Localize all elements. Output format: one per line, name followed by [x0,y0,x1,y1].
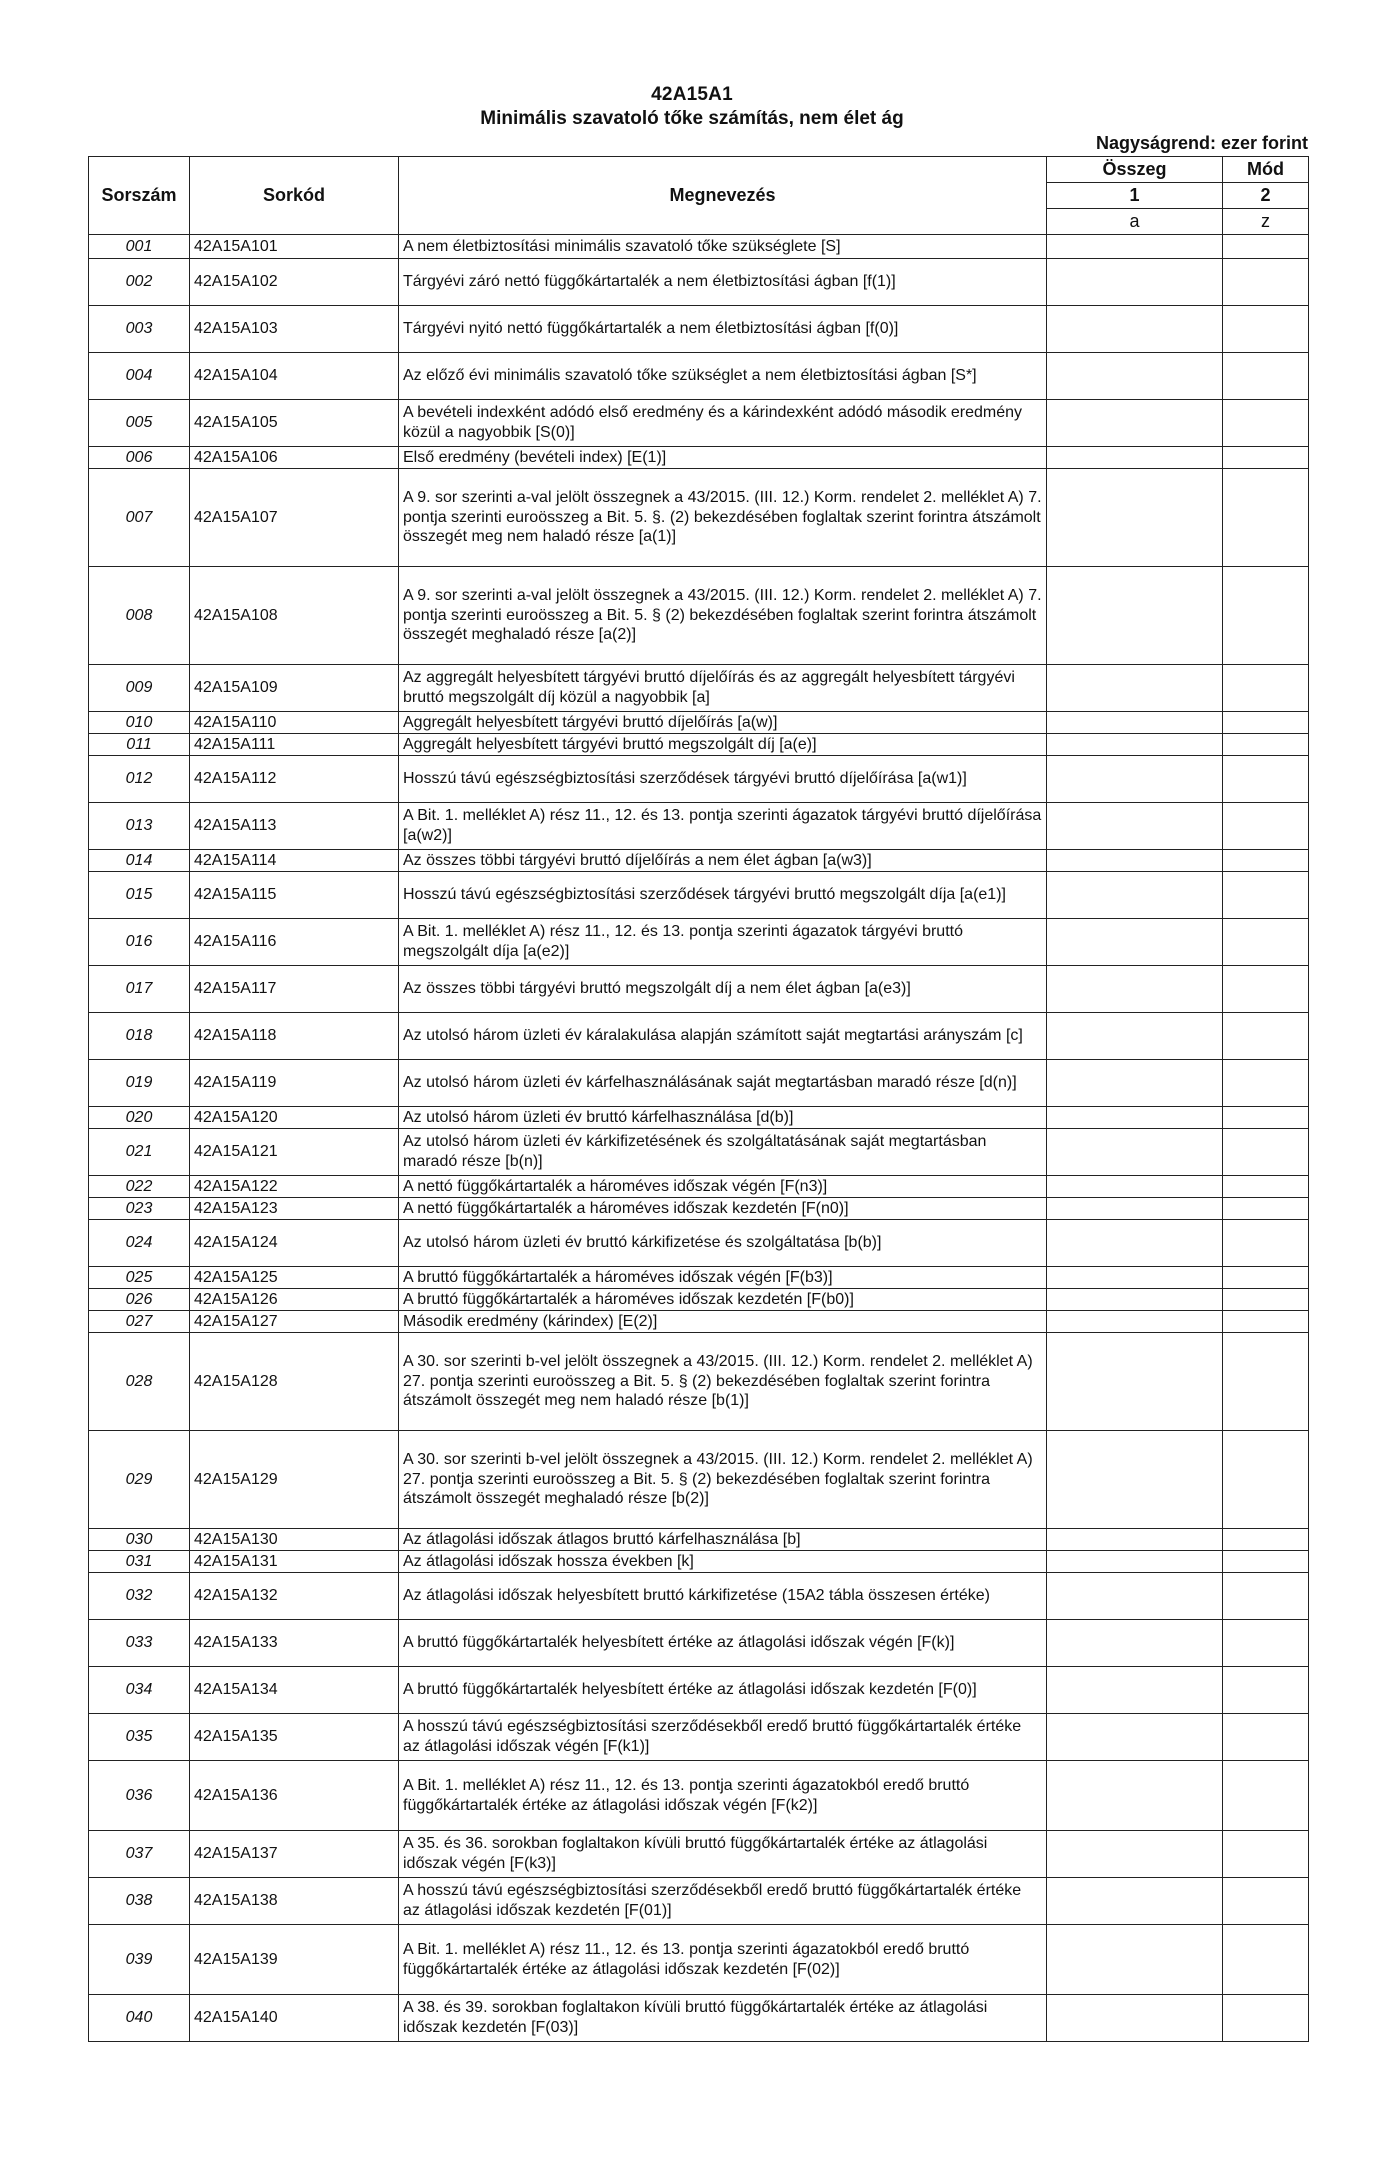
amount-cell[interactable] [1047,1267,1223,1289]
table-row [89,259,1309,306]
row-description: A bruttó függőkártartalék a hároméves időszak kezdetén [F(b0)] [399,1289,1047,1311]
row-code: 42A15A130 [190,1529,399,1551]
amount-cell[interactable] [1047,1289,1223,1311]
amount-cell[interactable] [1047,469,1223,567]
mode-cell[interactable] [1223,919,1309,966]
amount-cell[interactable] [1047,665,1223,712]
row-number: 008 [89,567,190,665]
row-number: 020 [89,1107,190,1129]
row-description: A 38. és 39. sorokban foglaltakon kívüli bruttó függőkártartalék értéke az átlagolási időszak kezdetén [F(03)] [399,1995,1047,2042]
table-row [89,665,1309,712]
amount-cell[interactable] [1047,872,1223,919]
row-code: 42A15A114 [190,850,399,872]
amount-cell[interactable] [1047,1176,1223,1198]
mode-cell[interactable] [1223,1198,1309,1220]
row-description: Az összes többi tárgyévi bruttó díjelőírás a nem élet ágban [a(w3)] [399,850,1047,872]
amount-cell[interactable] [1047,567,1223,665]
amount-cell[interactable] [1047,1431,1223,1529]
row-description: A bevételi indexként adódó első eredmény és a kárindexként adódó második eredmény közül a nagyobbik [S(0)] [399,400,1047,447]
table-row [89,1333,1309,1431]
magnitude-note: Nagyságrend: ezer forint [1095,133,1308,153]
table-row [89,1198,1309,1220]
table-row [89,469,1309,567]
mode-cell[interactable] [1223,1925,1309,1995]
row-number: 031 [89,1551,190,1573]
amount-cell[interactable] [1047,1333,1223,1431]
row-description: Tárgyévi záró nettó függőkártartalék a nem életbiztosítási ágban [f(1)] [399,259,1047,306]
row-code: 42A15A120 [190,1107,399,1129]
row-code: 42A15A101 [190,235,399,259]
row-description: Első eredmény (bevételi index) [E(1)] [399,447,1047,469]
table-row [89,1267,1309,1289]
amount-cell[interactable] [1047,1761,1223,1831]
row-code: 42A15A139 [190,1925,399,1995]
row-code: 42A15A124 [190,1220,399,1267]
row-description: Az előző évi minimális szavatoló tőke szükséglet a nem életbiztosítási ágban [S*] [399,353,1047,400]
row-number: 024 [89,1220,190,1267]
mode-cell[interactable] [1223,1995,1309,2042]
amount-cell[interactable] [1047,1925,1223,1995]
page-title: Minimális szavatoló tőke számítás, nem élet ág [480,108,904,129]
row-number: 004 [89,353,190,400]
table-row [89,1431,1309,1529]
table-row [89,1995,1309,2042]
header-mod: Mód [1223,157,1309,183]
header-sorkod: Sorkód [190,157,399,235]
table-row [89,1129,1309,1176]
mode-cell[interactable] [1223,1714,1309,1761]
row-code: 42A15A127 [190,1311,399,1333]
mode-cell[interactable] [1223,712,1309,734]
amount-cell[interactable] [1047,1220,1223,1267]
row-description: A 30. sor szerinti b-vel jelölt összegnek a 43/2015. (III. 12.) Korm. rendelet 2. melléklet A) 27. pontja szerinti euroösszeg a Bit. 5. § (2) bekezdésében foglaltak szerint forintra átszámolt összegét meghaladó része [b(2)] [399,1431,1047,1529]
row-description: A Bit. 1. melléklet A) rész 11., 12. és 13. pontja szerinti ágazatok tárgyévi bruttó megszolgált díja [a(e2)] [399,919,1047,966]
row-description: Az átlagolási időszak helyesbített bruttó kárkifizetése (15A2 tábla összesen értéke) [399,1573,1047,1620]
amount-cell[interactable] [1047,400,1223,447]
mode-cell[interactable] [1223,306,1309,353]
table-row [89,1831,1309,1878]
amount-cell[interactable] [1047,447,1223,469]
amount-cell[interactable] [1047,1878,1223,1925]
header-megnevezes: Megnevezés [399,157,1047,235]
row-code: 42A15A108 [190,567,399,665]
row-number: 012 [89,756,190,803]
table-row [89,803,1309,850]
mode-cell[interactable] [1223,1573,1309,1620]
row-number: 028 [89,1333,190,1431]
table-row [89,353,1309,400]
row-number: 030 [89,1529,190,1551]
amount-cell[interactable] [1047,803,1223,850]
table-row [89,1311,1309,1333]
row-code: 42A15A135 [190,1714,399,1761]
row-number: 013 [89,803,190,850]
table-row [89,1878,1309,1925]
row-description: A nem életbiztosítási minimális szavatoló tőke szükséglete [S] [399,235,1047,259]
row-code: 42A15A126 [190,1289,399,1311]
header-sorszam: Sorszám [89,157,190,235]
amount-cell[interactable] [1047,966,1223,1013]
amount-cell[interactable] [1047,850,1223,872]
row-number: 002 [89,259,190,306]
amount-cell[interactable] [1047,1129,1223,1176]
table-row [89,1529,1309,1551]
amount-cell[interactable] [1047,1831,1223,1878]
mode-cell[interactable] [1223,1289,1309,1311]
row-description: A 9. sor szerinti a-val jelölt összegnek a 43/2015. (III. 12.) Korm. rendelet 2. melléklet A) 7. pontja szerinti euroösszeg a Bit. 5. §. (2) bekezdésében foglaltak szerint forintra átszámolt összegét meg nem haladó része [a(1)] [399,469,1047,567]
table-row [89,235,1309,259]
row-number: 023 [89,1198,190,1220]
header-osszeg: Összeg [1047,157,1223,183]
table-row [89,734,1309,756]
row-number: 005 [89,400,190,447]
table-row [89,1714,1309,1761]
row-description: Az összes többi tárgyévi bruttó megszolgált díj a nem élet ágban [a(e3)] [399,966,1047,1013]
mode-cell[interactable] [1223,734,1309,756]
mode-cell[interactable] [1223,259,1309,306]
row-number: 019 [89,1060,190,1107]
row-number: 007 [89,469,190,567]
table-row [89,966,1309,1013]
mode-cell[interactable] [1223,567,1309,665]
amount-cell[interactable] [1047,1573,1223,1620]
row-description: Az utolsó három üzleti év kárkifizetésének és szolgáltatásának saját megtartásban maradó része [b(n)] [399,1129,1047,1176]
row-code: 42A15A117 [190,966,399,1013]
row-code: 42A15A134 [190,1667,399,1714]
row-code: 42A15A128 [190,1333,399,1431]
table-row [89,1667,1309,1714]
amount-cell[interactable] [1047,1529,1223,1551]
amount-cell[interactable] [1047,1620,1223,1667]
row-description: A bruttó függőkártartalék a hároméves időszak végén [F(b3)] [399,1267,1047,1289]
table-row [89,567,1309,665]
amount-cell[interactable] [1047,712,1223,734]
table-row [89,756,1309,803]
mode-cell[interactable] [1223,1129,1309,1176]
header-osszeg-number: 1 [1047,183,1223,209]
mode-cell[interactable] [1223,1311,1309,1333]
row-description: A nettó függőkártartalék a hároméves időszak kezdetén [F(n0)] [399,1198,1047,1220]
mode-cell[interactable] [1223,1333,1309,1431]
row-number: 022 [89,1176,190,1198]
row-code: 42A15A102 [190,259,399,306]
row-code: 42A15A138 [190,1878,399,1925]
row-number: 040 [89,1995,190,2042]
mode-cell[interactable] [1223,756,1309,803]
row-number: 033 [89,1620,190,1667]
amount-cell[interactable] [1047,1551,1223,1573]
amount-cell[interactable] [1047,1060,1223,1107]
amount-cell[interactable] [1047,734,1223,756]
amount-cell[interactable] [1047,1667,1223,1714]
mode-cell[interactable] [1223,1551,1309,1573]
table-row [89,1925,1309,1995]
row-description: Aggregált helyesbített tárgyévi bruttó megszolgált díj [a(e)] [399,734,1047,756]
mode-cell[interactable] [1223,1220,1309,1267]
row-description: Második eredmény (kárindex) [E(2)] [399,1311,1047,1333]
amount-cell[interactable] [1047,1714,1223,1761]
row-description: Az átlagolási időszak hossza években [k] [399,1551,1047,1573]
table-row [89,712,1309,734]
row-code: 42A15A131 [190,1551,399,1573]
header-mod-letter: z [1223,209,1309,235]
row-code: 42A15A133 [190,1620,399,1667]
table-row [89,850,1309,872]
row-code: 42A15A105 [190,400,399,447]
row-code: 42A15A123 [190,1198,399,1220]
row-number: 014 [89,850,190,872]
row-description: A Bit. 1. melléklet A) rész 11., 12. és 13. pontja szerinti ágazatok tárgyévi bruttó díjelőírása [a(w2)] [399,803,1047,850]
mode-cell[interactable] [1223,1878,1309,1925]
row-code: 42A15A122 [190,1176,399,1198]
row-description: A Bit. 1. melléklet A) rész 11., 12. és 13. pontja szerinti ágazatokból eredő bruttó függőkártartalék értéke az átlagolási időszak végén [F(k2)] [399,1761,1047,1831]
mode-cell[interactable] [1223,850,1309,872]
mode-cell[interactable] [1223,400,1309,447]
row-code: 42A15A129 [190,1431,399,1529]
mode-cell[interactable] [1223,1107,1309,1129]
mode-cell[interactable] [1223,665,1309,712]
row-code: 42A15A106 [190,447,399,469]
row-description: Hosszú távú egészségbiztosítási szerződések tárgyévi bruttó díjelőírása [a(w1)] [399,756,1047,803]
mode-cell[interactable] [1223,353,1309,400]
mode-cell[interactable] [1223,872,1309,919]
mode-cell[interactable] [1223,1060,1309,1107]
table-row [89,1573,1309,1620]
row-code: 42A15A110 [190,712,399,734]
amount-cell[interactable] [1047,919,1223,966]
row-number: 037 [89,1831,190,1878]
row-code: 42A15A119 [190,1060,399,1107]
row-number: 027 [89,1311,190,1333]
mode-cell[interactable] [1223,1176,1309,1198]
row-number: 009 [89,665,190,712]
row-number: 001 [89,235,190,259]
row-description: Az utolsó három üzleti év bruttó kárfelhasználása [d(b)] [399,1107,1047,1129]
table-code: 42A15A1 [651,84,733,105]
amount-cell[interactable] [1047,1013,1223,1060]
row-code: 42A15A125 [190,1267,399,1289]
row-code: 42A15A140 [190,1995,399,2042]
row-description: A hosszú távú egészségbiztosítási szerződésekből eredő bruttó függőkártartalék értéke az átlagolási időszak végén [F(k1)] [399,1714,1047,1761]
mode-cell[interactable] [1223,235,1309,259]
header-osszeg-letter: a [1047,209,1223,235]
table-row [89,1620,1309,1667]
table-row [89,400,1309,447]
table-body [89,235,1309,2042]
table-row [89,1551,1309,1573]
table-row [89,1220,1309,1267]
mode-cell[interactable] [1223,447,1309,469]
row-number: 010 [89,712,190,734]
mode-cell[interactable] [1223,469,1309,567]
row-code: 42A15A103 [190,306,399,353]
row-number: 025 [89,1267,190,1289]
row-description: A hosszú távú egészségbiztosítási szerződésekből eredő bruttó függőkártartalék értéke az átlagolási időszak kezdetén [F(01)] [399,1878,1047,1925]
row-code: 42A15A136 [190,1761,399,1831]
mode-cell[interactable] [1223,1667,1309,1714]
amount-cell[interactable] [1047,306,1223,353]
mode-cell[interactable] [1223,803,1309,850]
row-number: 034 [89,1667,190,1714]
row-code: 42A15A111 [190,734,399,756]
amount-cell[interactable] [1047,756,1223,803]
row-number: 029 [89,1431,190,1529]
mode-cell[interactable] [1223,966,1309,1013]
row-number: 035 [89,1714,190,1761]
row-number: 026 [89,1289,190,1311]
amount-cell[interactable] [1047,1995,1223,2042]
data-table [88,156,1309,2042]
table-row [89,1060,1309,1107]
table-row [89,872,1309,919]
row-code: 42A15A121 [190,1129,399,1176]
row-code: 42A15A115 [190,872,399,919]
row-number: 006 [89,447,190,469]
row-code: 42A15A113 [190,803,399,850]
row-number: 036 [89,1761,190,1831]
mode-cell[interactable] [1223,1761,1309,1831]
header-mod-number: 2 [1223,183,1309,209]
row-description: A Bit. 1. melléklet A) rész 11., 12. és 13. pontja szerinti ágazatokból eredő bruttó függőkártartalék értéke az átlagolási időszak kezdetén [F(02)] [399,1925,1047,1995]
row-code: 42A15A118 [190,1013,399,1060]
mode-cell[interactable] [1223,1431,1309,1529]
row-code: 42A15A109 [190,665,399,712]
row-description: Aggregált helyesbített tárgyévi bruttó díjelőírás [a(w)] [399,712,1047,734]
row-number: 021 [89,1129,190,1176]
row-description: Az aggregált helyesbített tárgyévi bruttó díjelőírás és az aggregált helyesbített tárgyévi bruttó megszolgált díj közül a nagyobbik [a] [399,665,1047,712]
mode-cell[interactable] [1223,1831,1309,1878]
row-code: 42A15A107 [190,469,399,567]
row-code: 42A15A112 [190,756,399,803]
amount-cell[interactable] [1047,1311,1223,1333]
row-description: Az utolsó három üzleti év káralakulása alapján számított saját megtartási arányszám [c] [399,1013,1047,1060]
row-code: 42A15A116 [190,919,399,966]
table-row [89,306,1309,353]
row-number: 039 [89,1925,190,1995]
row-description: A 30. sor szerinti b-vel jelölt összegnek a 43/2015. (III. 12.) Korm. rendelet 2. melléklet A) 27. pontja szerinti euroösszeg a Bit. 5. § (2) bekezdésében foglaltak szerint forintra átszámolt összegét meg nem haladó része [b(1)] [399,1333,1047,1431]
row-description: A nettó függőkártartalék a hároméves időszak végén [F(n3)] [399,1176,1047,1198]
amount-cell[interactable] [1047,1107,1223,1129]
table-row [89,1176,1309,1198]
row-code: 42A15A132 [190,1573,399,1620]
row-description: Az utolsó három üzleti év bruttó kárkifizetése és szolgáltatása [b(b)] [399,1220,1047,1267]
amount-cell[interactable] [1047,235,1223,259]
amount-cell[interactable] [1047,1198,1223,1220]
row-number: 017 [89,966,190,1013]
amount-cell[interactable] [1047,259,1223,306]
table-row [89,919,1309,966]
mode-cell[interactable] [1223,1013,1309,1060]
row-number: 016 [89,919,190,966]
table-row [89,447,1309,469]
row-number: 038 [89,1878,190,1925]
mode-cell[interactable] [1223,1620,1309,1667]
mode-cell[interactable] [1223,1529,1309,1551]
row-number: 003 [89,306,190,353]
row-number: 015 [89,872,190,919]
row-description: Hosszú távú egészségbiztosítási szerződések tárgyévi bruttó megszolgált díja [a(e1)] [399,872,1047,919]
row-description: Az utolsó három üzleti év kárfelhasználásának saját megtartásban maradó része [d(n)] [399,1060,1047,1107]
row-number: 018 [89,1013,190,1060]
row-description: Az átlagolási időszak átlagos bruttó kárfelhasználása [b] [399,1529,1047,1551]
row-description: Tárgyévi nyitó nettó függőkártartalék a nem életbiztosítási ágban [f(0)] [399,306,1047,353]
table-row [89,1107,1309,1129]
amount-cell[interactable] [1047,353,1223,400]
row-number: 032 [89,1573,190,1620]
mode-cell[interactable] [1223,1267,1309,1289]
row-description: A 35. és 36. sorokban foglaltakon kívüli bruttó függőkártartalék értéke az átlagolási időszak végén [F(k3)] [399,1831,1047,1878]
row-description: A bruttó függőkártartalék helyesbített értéke az átlagolási időszak végén [F(k)] [399,1620,1047,1667]
row-description: A bruttó függőkártartalék helyesbített értéke az átlagolási időszak kezdetén [F(0)] [399,1667,1047,1714]
row-code: 42A15A104 [190,353,399,400]
row-description: A 9. sor szerinti a-val jelölt összegnek a 43/2015. (III. 12.) Korm. rendelet 2. melléklet A) 7. pontja szerinti euroösszeg a Bit. 5. § (2) bekezdésében foglaltak szerint forintra átszámolt összegét meghaladó része [a(2)] [399,567,1047,665]
row-code: 42A15A137 [190,1831,399,1878]
row-number: 011 [89,734,190,756]
table-row [89,1289,1309,1311]
table-row [89,1761,1309,1831]
table-row [89,1013,1309,1060]
